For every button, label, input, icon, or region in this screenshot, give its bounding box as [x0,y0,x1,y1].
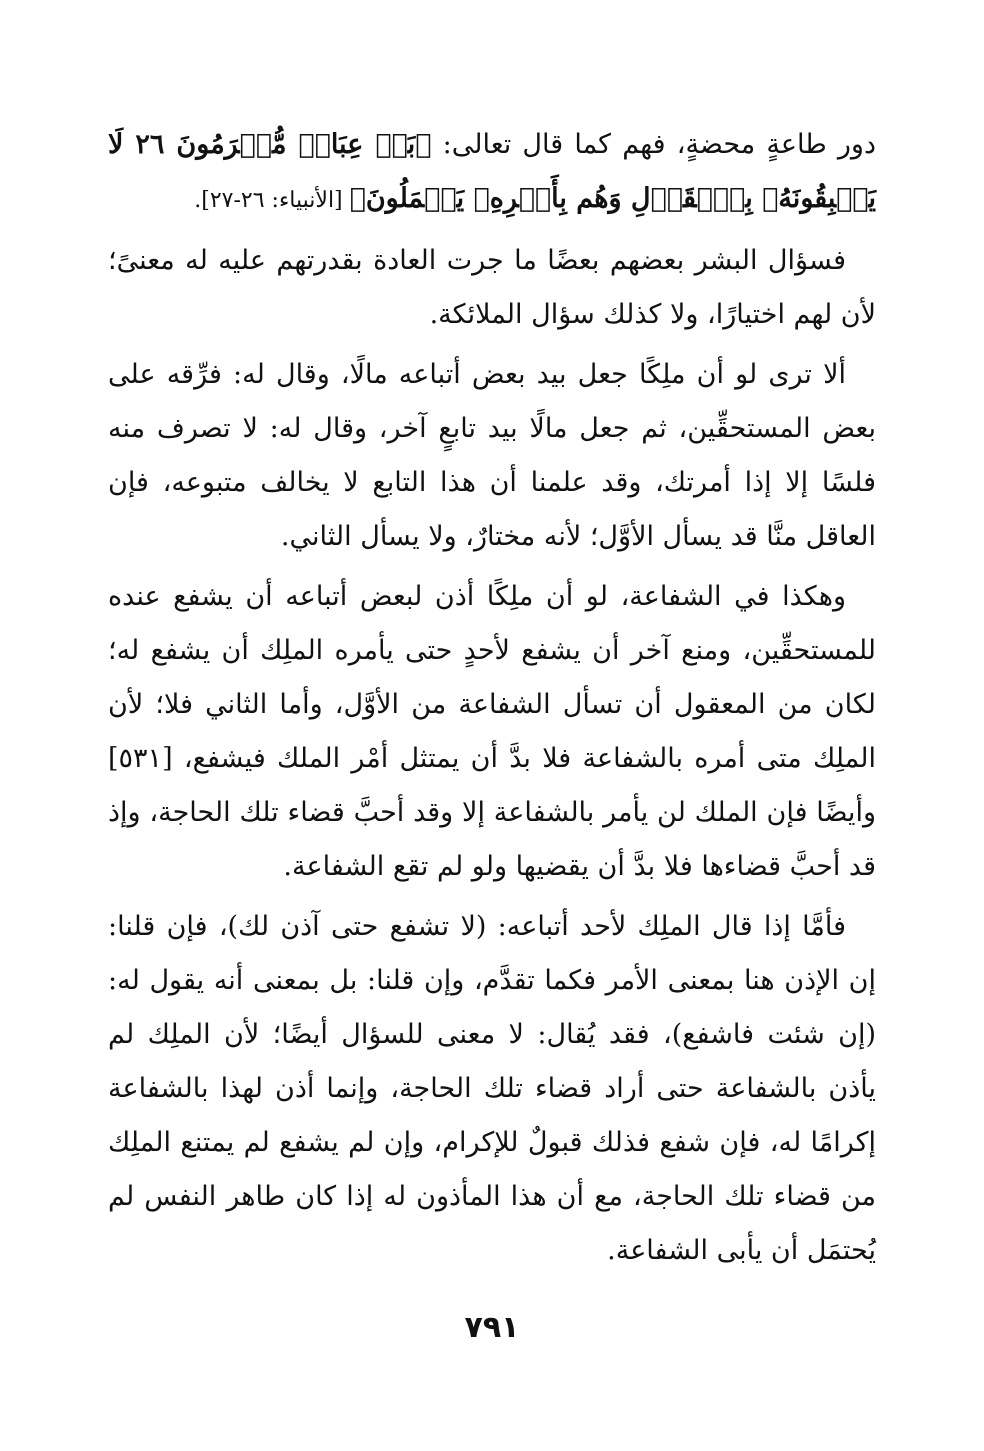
paragraph-4: وهكذا في الشفاعة، لو أن ملِكًا أذن لبعض أتباعه أن يشفع عنده للمستحقِّين، ومنع آخر أن يشفع لأحدٍ حتى يأمره الملِك أن يشفع له؛ لكان من المعقول أن تسأل الشفاعة من الأوَّل، وأما الثاني فلا؛ لأن الملِك متى أمره بالشفاعة فلا بدَّ أن يمتثل أمْر الملك فيشفع، [٥٣١] وأيضًا فإن الملك لن يأمر بالشفاعة إلا وقد أحبَّ قضاء تلك الحاجة، وإذ قد أحبَّ قضاءها فلا بدَّ أن يقضيها ولو لم تقع الشفاعة. [108,581,876,882]
paragraph-1 [108,118,876,228]
paragraph-3: ألا ترى لو أن ملِكًا جعل بيد بعض أتباعه مالًا، وقال له: فرِّقه على بعض المستحقِّين، ثم جعل مالًا بيد تابعٍ آخر، وقال له: لا تصرف منه فلسًا إلا إذا أمرتك، وقد علمنا أن هذا التابع لا يخالف متبوعه، فإن العاقل منَّا قد يسأل الأوَّل؛ لأنه مختارٌ، ولا يسأل الثاني. [108,359,876,552]
page-body [108,118,876,1278]
quran-verse: ﴿بَلۡ عِبَادٞ مُّكۡرَمُونَ ٢٦ لَا يَسۡبِقُونَهُۥ بِٱلۡقَوۡلِ وَهُم بِأَمۡرِهِۦ يَعۡمَلُونَ﴾ [108,129,876,214]
paragraph-1-lead: دور طاعةٍ محضةٍ، فهم كما قال تعالى: [431,129,876,160]
verse-reference: [الأنبياء: ٢٦-٢٧]. [194,188,350,213]
paragraph-2: فسؤال البشر بعضهم بعضًا ما جرت العادة بقدرتهم عليه له معنىً؛ لأن لهم اختيارًا، ولا كذلك سؤال الملائكة. [108,245,876,330]
page-number: ٧٩١ [464,1310,520,1345]
paragraph-5: فأمَّا إذا قال الملِك لأحد أتباعه: (لا تشفع حتى آذن لك)، فإن قلنا: إن الإذن هنا بمعنى الأمر فكما تقدَّم، وإن قلنا: بل بمعنى أنه يقول له: (إن شئت فاشفع)، فقد يُقال: لا معنى للسؤال أيضًا؛ لأن الملِك لم يأذن بالشفاعة حتى أراد قضاء تلك الحاجة، وإنما أذن لهذا بالشفاعة إكرامًا له، فإن شفع فذلك قبولٌ للإكرام، وإن لم يشفع لم يمتنع الملِك من قضاء تلك الحاجة، مع أن هذا المأذون له إذا كان طاهر النفس لم يُحتمَل أن يأبى الشفاعة. [108,911,876,1266]
